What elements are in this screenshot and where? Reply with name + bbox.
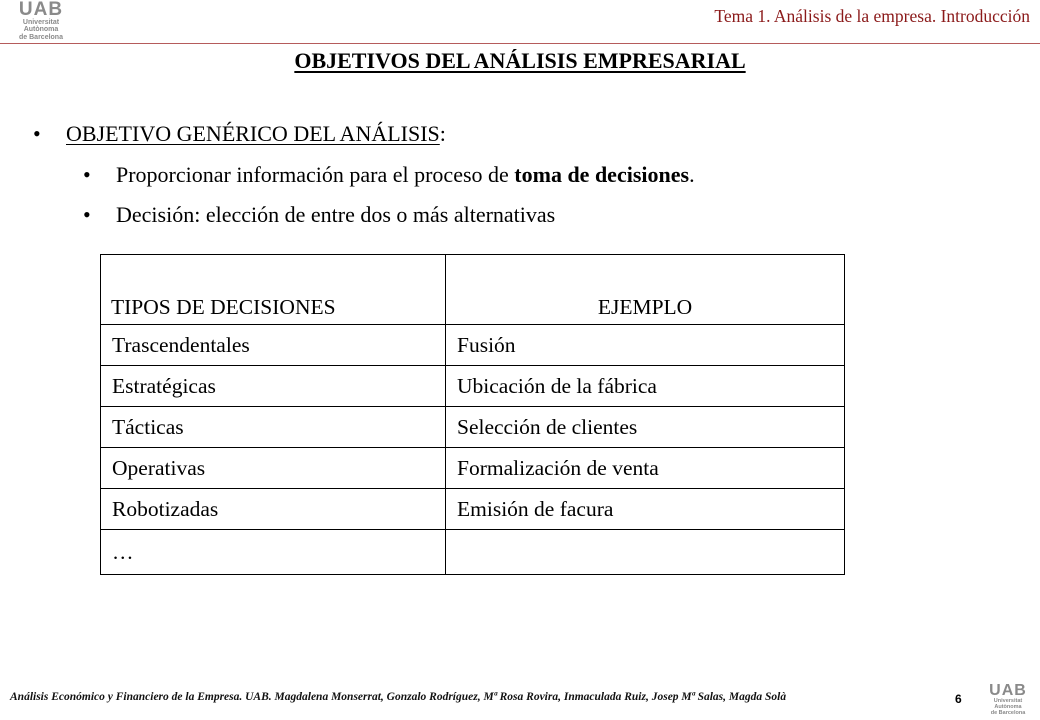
table-cell-type: … (101, 530, 446, 575)
column-header-ejemplo: EJEMPLO (446, 255, 845, 325)
uab-logo-line2: de Barcelona (19, 33, 63, 41)
table-cell-example: Fusión (446, 325, 845, 366)
bullet-sub-1-text: Proporcionar información para el proceso de (116, 162, 515, 187)
bullet-main-suffix: : (439, 121, 446, 146)
bullet-sub-2-text: Decisión: elección de entre dos o más alternativas (116, 202, 556, 227)
slide-title (0, 48, 1040, 74)
decision-types-table (100, 254, 845, 575)
bullet-main (33, 121, 446, 147)
column-header-tipos: TIPOS DE DECISIONES (101, 255, 446, 325)
uab-logo-line1: Universitat Autònoma (22, 19, 60, 34)
bullet-icon: • (33, 121, 41, 146)
table-row (101, 448, 845, 489)
bullet-sub-2 (83, 202, 556, 228)
bullet-sub-1-emphasis: toma de decisiones (514, 162, 690, 187)
table-cell-example: Emisión de facura (446, 489, 845, 530)
table-cell-type: Estratégicas (101, 366, 446, 407)
table-row (101, 325, 845, 366)
bullet-sub-1 (83, 162, 695, 188)
table-cell-type: Tácticas (101, 407, 446, 448)
table-cell-example: Selección de clientes (446, 407, 845, 448)
uab-logo-footer (980, 683, 1036, 716)
table-cell-type: Operativas (101, 448, 446, 489)
uab-logo-footer-mark: UAB (989, 682, 1027, 699)
uab-logo-footer-line2: de Barcelona (990, 709, 1026, 716)
table-cell-example: Formalización de venta (446, 448, 845, 489)
bullet-icon: • (83, 162, 91, 187)
table-row (101, 530, 845, 575)
slide-title-text: OBJETIVOS DEL ANÁLISIS EMPRESARIAL (294, 48, 746, 73)
uab-logo-mark: UAB (18, 0, 64, 20)
bullet-sub-1-suffix: . (689, 162, 695, 187)
table-cell-example (446, 530, 845, 575)
bullet-main-text: OBJETIVO GENÉRICO DEL ANÁLISIS (66, 121, 440, 146)
table-row (101, 366, 845, 407)
table-header-row (101, 255, 845, 325)
table-cell-example: Ubicación de la fábrica (446, 366, 845, 407)
bullet-icon: • (83, 202, 91, 227)
table-row (101, 407, 845, 448)
header-title: Tema 1. Análisis de la empresa. Introducción (714, 6, 1030, 26)
page-number: 6 (955, 692, 962, 706)
uab-logo (6, 0, 76, 41)
header-divider (0, 43, 1040, 44)
footer-credits: Análisis Económico y Financiero de la Empresa. UAB. Magdalena Monserrat, Gonzalo Rodríguez, Mª Rosa Rovira, Inmaculada Ruiz, Josep Mª Salas, Magda Solà (10, 691, 787, 703)
uab-logo-footer-line1: Universitat Autònoma (993, 698, 1023, 710)
table-row (101, 489, 845, 530)
table-cell-type: Trascendentales (101, 325, 446, 366)
table-cell-type: Robotizadas (101, 489, 446, 530)
